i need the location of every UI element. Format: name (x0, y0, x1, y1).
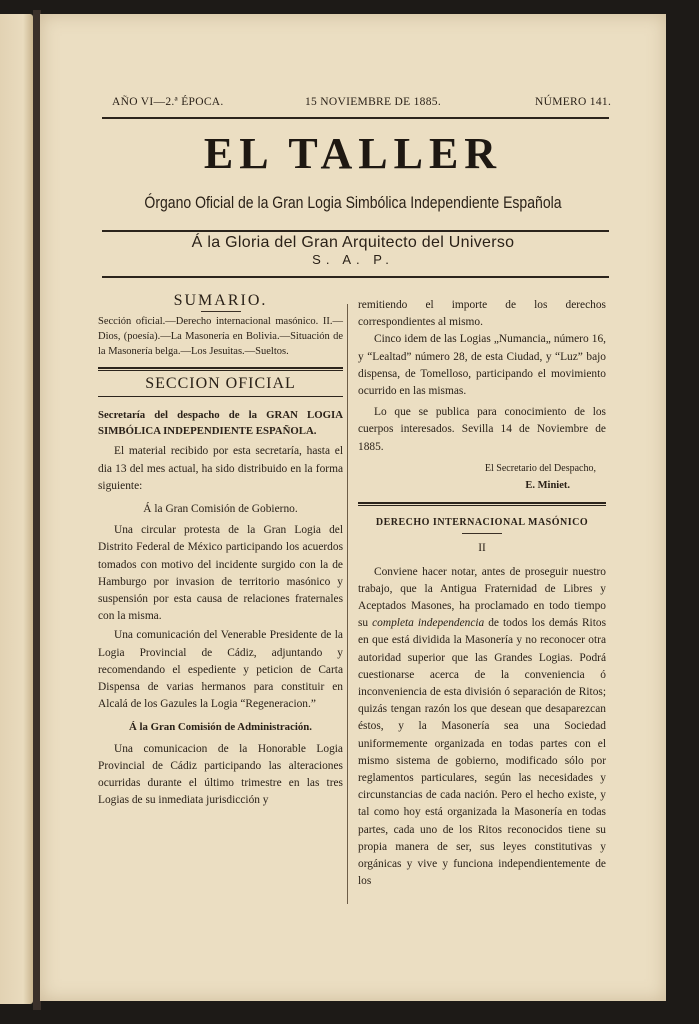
conviene-part1: Conviene hacer notar, antes de proseguir nuestro trabajo, que la Antigua Fraternidad de Libres y Aceptados Masones, ha proclamado en todo tiempo su (358, 565, 606, 630)
paragraph-publica: Lo que se publica para conocimiento de los cuerpos interesados. Sevilla 14 de Noviembre de 1885. (358, 406, 606, 453)
ornament-rule (201, 311, 241, 312)
section-number: II (478, 542, 486, 555)
paragraph-comunicacion: Una comunicacion de la Honorable Logia Provincial de Cádiz participando las alteraciones ocurridas durante el último trimestre en las tres Logias de su inmediata jurisdicción y (98, 742, 343, 807)
paragraph-remitiendo: remitiendo el importe de los derechos correspondientes al mismo. (358, 299, 606, 329)
ornament-rule (462, 533, 502, 534)
paragraph-cinco: Cinco idem de las Logias „Numancia„ número 16, y “Lealtad” número 28, de esta Ciudad, y “Luz” bajo dispensa, de Tomelloso, participando el movimiento ocurrido en las mismas. (358, 333, 606, 398)
paragraph-circular: Una circular protesta de la Gran Logia del Distrito Federal de México participando los acuerdos tomados con motivo del incidente surgido con la de Hamburgo por invasion de territorio masónico y suspensión por esta causa de relaciones fraternales con la misma. (98, 524, 343, 623)
section-rule (98, 367, 343, 369)
paragraph-conviene (358, 564, 606, 891)
conviene-part2: de todos los demás Ritos en que está dividida la Masonería y no reconocer otra autoridad superior que las Grandes Logias. Podrá cuestionarse acerca de la conveniencia ó inconveniencia de esta división ó separación de Ritos; quizás tengan razón los que desean que desaparezcan éstos, y la Masonería sea una Sociedad uniformemente organizada en todas partes con el mismo sistema de gobierno, modificado sólo por reglamentos particulares, según las necesidades y circunstancias de cada nación. Pero el hecho existe, y tal como hoy está organizada la Masonería en todas partes, cada uno de los Ritos reconocidos tiene su propia manera de ser, sus leyes constitutivas y orgánicas y vive y funciona independientemente de los (358, 617, 606, 888)
sumario-text: Sección oficial.—Derecho internacional masónico. II.—Dios, (poesía).—La Masonería en Bolivia.—Situación de la Masonería belga.—Los Jesuitas.—Sueltos. (98, 316, 343, 358)
paragraph-cadiz: Una comunicación del Venerable Presidente de la Logia Provincial de Cádiz, adjuntando y recomendando el espediente y peticion de Carta Dispensa de varias hermanos para constituir en Alcalá de los Gazules la Logia “Regeneracion.” (98, 629, 343, 711)
motto-abbreviation: S. A. P. (312, 252, 394, 267)
section-rule-bottom (98, 396, 343, 397)
column-divider (347, 304, 348, 904)
secretaria-heading: Secretaría del despacho de la GRAN LOGIA SIMBÓLICA INDEPENDIENTE ESPAÑOLA. (98, 409, 343, 438)
derecho-title: DERECHO INTERNACIONAL MASÓNICO (375, 517, 589, 529)
issue-year: AÑO VI—2.ª ÉPOCA. (112, 96, 224, 108)
subheading-administracion: Á la Gran Comisión de Administración. (129, 721, 312, 734)
issue-date: 15 NOVIEMBRE DE 1885. (305, 96, 441, 108)
subheading-gobierno: Á la Gran Comisión de Gobierno. (143, 503, 298, 516)
motto-rule (102, 276, 609, 278)
section-rule (358, 502, 606, 504)
motto: Á la Gloria del Gran Arquitecto del Universo (191, 234, 515, 251)
newspaper-page (40, 14, 666, 1001)
section-rule-thin (98, 370, 343, 371)
seccion-oficial-title: SECCION OFICIAL (145, 375, 296, 393)
subtitle-rule (102, 230, 609, 232)
masthead-title: EL TALLER (203, 129, 503, 178)
right-column (358, 297, 606, 891)
header-rule (102, 117, 609, 119)
sumario-title: SUMARIO. (173, 292, 268, 309)
left-column (98, 292, 343, 809)
section-rule-thin (358, 505, 606, 506)
issue-number: NÚMERO 141. (535, 96, 612, 108)
conviene-emphasis: completa independencia (372, 617, 485, 630)
signature-role: El Secretario del Despacho, (484, 462, 596, 474)
masthead-subtitle: Órgano Oficial de la Gran Logia Simbólica Independiente Española (144, 194, 562, 212)
paragraph-material: El material recibido por esta secretaría, hasta el dia 13 del mes actual, ha sido distribuido en la forma siguiente: (98, 445, 343, 492)
facing-page-edge (0, 14, 33, 1004)
signature-name: E. Miniet. (525, 480, 570, 492)
